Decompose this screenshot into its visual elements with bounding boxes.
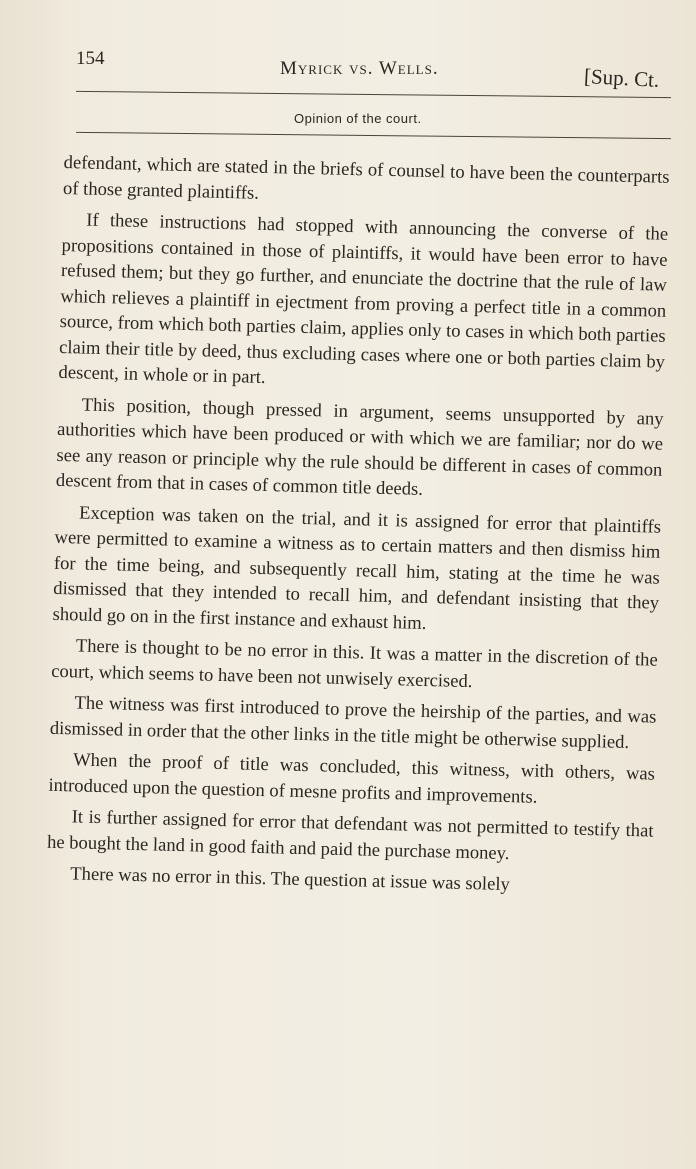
section-rule <box>76 132 671 139</box>
paragraph-2: If these instructions had stopped with announcing the converse of the propositions contained in those of plaintiffs, it would have been error to have refused them; but they go further, and enunciate the doctrine that the rule of law which relieves a plaintiff in ejectment from proving a perfect title in a common source, from which both parties claim, applies only to cases in which both parties claim their title by deed, thus excluding cases where one or both parties claim by descent, in whole or in part. <box>58 209 669 388</box>
header-rule <box>76 91 671 98</box>
body-text <box>46 150 670 907</box>
paragraph-4: Exception was taken on the trial, and it is assigned for error that plaintiffs were permitted to examine a witness as to certain matters and then dismiss him for the time being, and subsequently recall him, stating at the time he was dismissed that they intended to recall him, and defendant insisting that they should go on in the first instance and exhaust him. <box>52 501 662 634</box>
paragraph-3: This position, though pressed in argument, seems unsupported by any authorities which have been produced or with which we are familiar; nor do we see any reason or principle why the rule should be different in cases of common descent from that in cases of common title deeds. <box>55 394 664 500</box>
paragraph-6: The witness was first introduced to prove the heirship of the parties, and was dismissed in order that the other links in the title might be otherwise supplied. <box>49 692 657 753</box>
paragraph-8: It is further assigned for error that defendant was not permitted to testify that he bought the land in good faith and paid the purchase money. <box>46 806 654 864</box>
page-number: 154 <box>76 48 105 69</box>
paragraph-5: There is thought to be no error in this. It was a matter in the discretion of the court, which seems to have been not unwisely exercised. <box>51 635 658 692</box>
paragraph-1: defendant, which are stated in the briefs of counsel to have been the counterparts of those granted plaintiffs. <box>62 151 670 204</box>
section-label: Opinion of the court. <box>294 111 422 126</box>
running-title: Myrick vs. Wells. <box>280 58 439 79</box>
paragraph-7: When the proof of title was concluded, this witness, with others, was introduced upon the question of mesne profits and improvements. <box>48 749 656 808</box>
court-abbreviation: [Sup. Ct. <box>583 64 660 92</box>
paragraph-9: There was no error in this. The question at issue was solely <box>70 863 511 896</box>
